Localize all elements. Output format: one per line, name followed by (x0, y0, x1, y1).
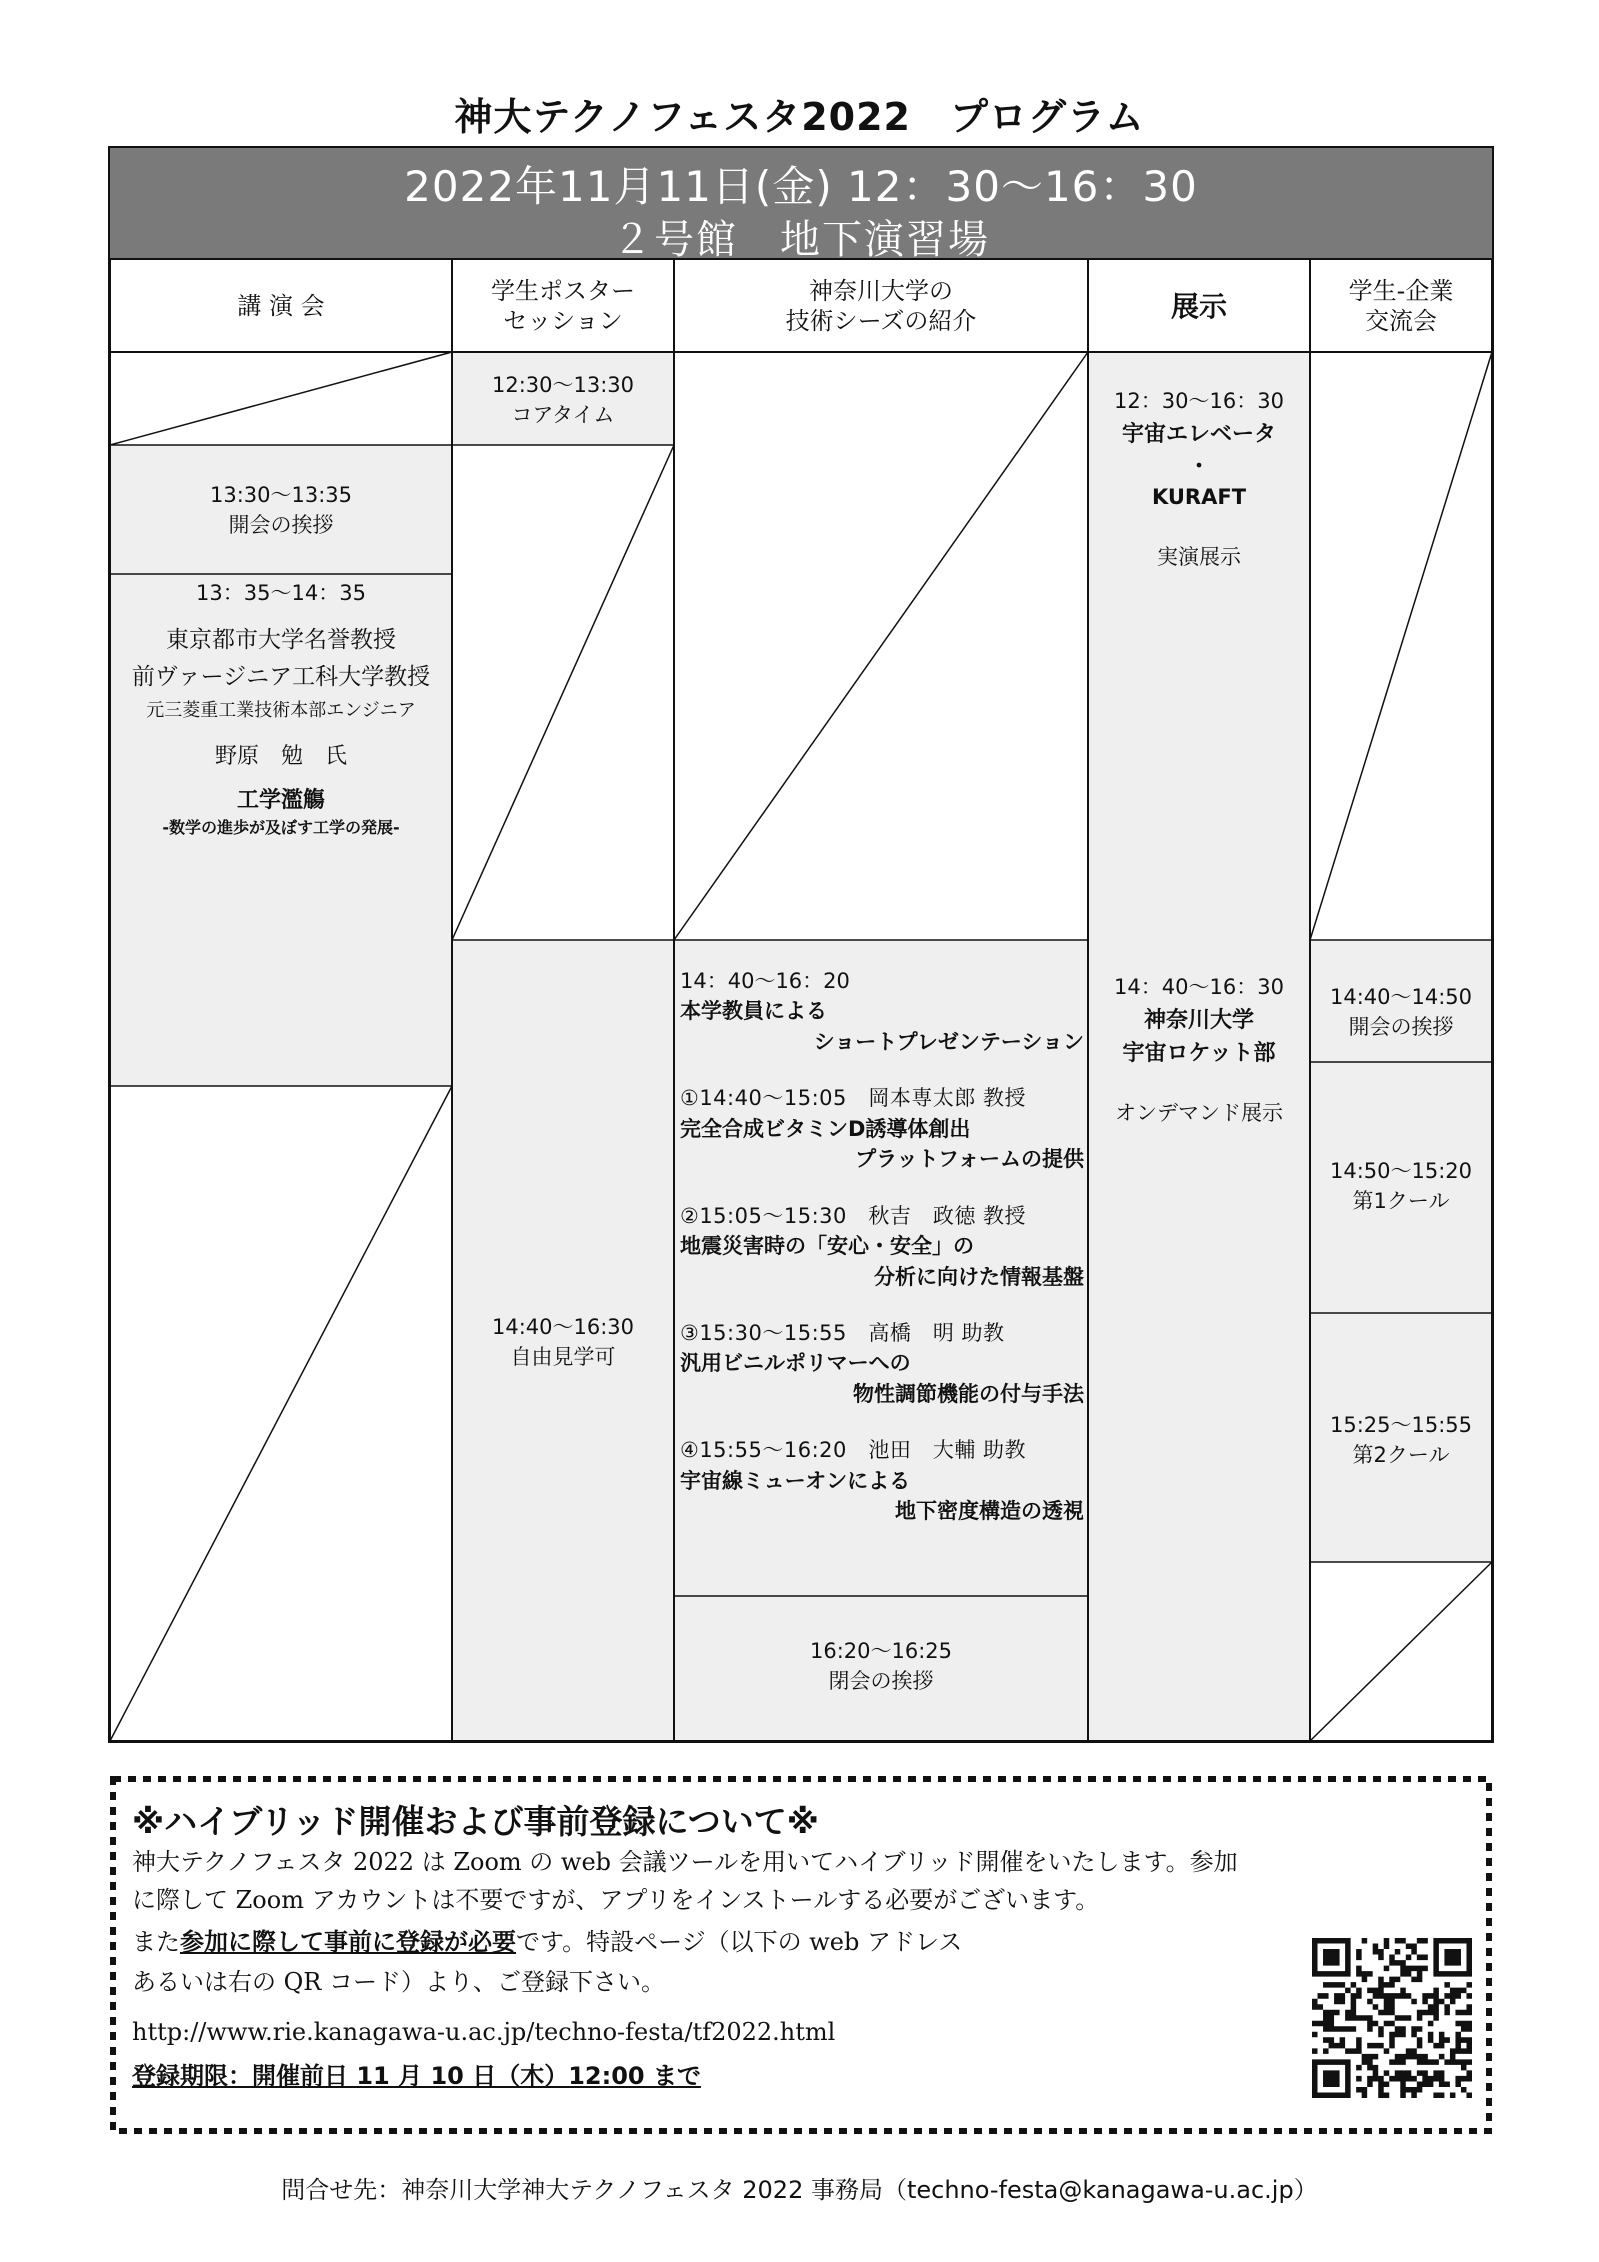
event-venue: ２号館 地下演習場 (612, 217, 990, 263)
notice-line-3-pre: また (132, 1928, 180, 1956)
notice-line-4: あるいは右の QR コード）より、ご登録下さい。 (132, 1968, 666, 1996)
seeds-closing (674, 1636, 1088, 1697)
notice-line-1: 神大テクノフェスタ 2022 は Zoom の web 会議ツールを用いてハイブリッド開催をいたします。参加 (132, 1848, 1238, 1876)
speaker-name: 野原 勉 氏 (214, 743, 347, 769)
header-poster-line1: 学生ポスター (491, 277, 635, 305)
registration-required: 参加に際して事前に登録が必要 (180, 1928, 516, 1956)
page-title: 神大テクノフェスタ2022 プログラム (454, 95, 1145, 139)
header-seeds-line2: 技術シーズの紹介 (785, 307, 977, 335)
header-seeds (674, 260, 1088, 352)
lecture-talk-time: 13：35〜14：35 (196, 581, 366, 605)
exhibit-rocket-club (1088, 972, 1310, 1129)
header-seeds-line1: 神奈川大学の (809, 277, 953, 305)
pres-item (680, 1318, 1084, 1409)
pres-item-title-1: 完全合成ビタミンD誘導体創出 (680, 1116, 971, 1141)
pres-item-head: ①14:40〜15:05 岡本専太郎 教授 (680, 1086, 1027, 1111)
poster-core-time (452, 370, 674, 431)
exhibit-b-name-2: 宇宙ロケット部 (1122, 1040, 1276, 1066)
exhibit-b-label: オンデマンド展示 (1115, 1100, 1283, 1125)
exchange-c2-time: 15:25〜15:55 (1329, 1413, 1473, 1437)
pres-time: 14：40〜16：20 (680, 969, 850, 993)
seeds-closing-label: 閉会の挨拶 (828, 1669, 934, 1694)
speaker-affiliation-3: 元三菱重工業技術本部エンジニア (146, 700, 416, 722)
pres-item-head: ④15:55〜16:20 池田 大輔 助教 (680, 1438, 1027, 1463)
exchange-opening (1310, 982, 1492, 1043)
exhibit-a-dot: ・ (1188, 453, 1210, 478)
pres-item-head: ③15:30〜15:55 高橋 明 助教 (680, 1320, 1005, 1345)
registration-url[interactable]: http://www.rie.kanagawa-u.ac.jp/techno-festa/tf2022.html (132, 2018, 836, 2046)
exchange-c1-time: 14:50〜15:20 (1329, 1159, 1473, 1183)
exchange-c1-label: 第1クール (1352, 1189, 1450, 1214)
exhibit-a-name-1: 宇宙エレベータ (1121, 421, 1276, 447)
talk-title: 工学濫觴 (236, 787, 325, 813)
notice-title: ※ハイブリッド開催および事前登録について※ (132, 1802, 819, 1841)
header-exchange (1310, 260, 1492, 352)
speaker-affiliation-2: 前ヴァージニア工科大学教授 (131, 664, 431, 691)
pres-title-2: ショートプレゼンテーション (813, 1029, 1084, 1054)
speaker-affiliation-1: 東京都市大学名誉教授 (166, 627, 396, 654)
header-lecture-label: 講 演 会 (237, 292, 325, 320)
exhibit-a-name-2: KURAFT (1151, 485, 1247, 509)
poster-free-time: 14:40〜16:30 (491, 1315, 635, 1339)
exhibit-a-time: 12：30〜16：30 (1114, 389, 1284, 413)
exhibit-b-time: 14：40〜16：30 (1114, 975, 1284, 999)
notice-line-2: に際して Zoom アカウントは不要ですが、アプリをインストールする必要がございます。 (132, 1886, 1100, 1914)
pres-item (680, 1435, 1084, 1526)
seeds-closing-time: 16:20〜16:25 (809, 1639, 953, 1663)
pres-title-1: 本学教員による (680, 999, 827, 1024)
header-poster (452, 260, 674, 352)
contact-info: 問合せ先：神奈川大学神大テクノフェスタ 2022 事務局（techno-festa@kanagawa-u.ac.jp） (281, 2176, 1318, 2204)
lecture-talk (110, 578, 452, 840)
pres-item (680, 1201, 1084, 1292)
lecture-opening (110, 480, 452, 541)
registration-deadline: 登録期限：開催前日 11 月 10 日（木）12:00 まで (132, 2062, 701, 2090)
header-lecture (110, 260, 452, 352)
exchange-round-2 (1310, 1410, 1492, 1471)
pres-item-title-2: プラットフォームの提供 (855, 1147, 1084, 1172)
poster-core-label: コアタイム (511, 403, 615, 428)
notice-line-3-post: です。特設ページ（以下の web アドレス (516, 1928, 963, 1956)
poster-core-time-value: 12:30〜13:30 (491, 373, 635, 397)
header-poster-line2: セッション (503, 307, 623, 335)
poster-free-visit (452, 1312, 674, 1373)
event-banner (110, 148, 1492, 263)
lecture-opening-label: 開会の挨拶 (228, 513, 334, 538)
pres-item-title-2: 分析に向けた情報基盤 (874, 1264, 1084, 1289)
pres-item-title-2: 物性調節機能の付与手法 (853, 1381, 1084, 1406)
qr-code-icon[interactable] (1312, 1938, 1472, 2098)
notice-line-3 (132, 1924, 1292, 1960)
talk-subtitle: -数学の進歩が及ぼす工学の発展- (162, 818, 400, 838)
header-exhibit-label: 展示 (1170, 289, 1227, 323)
exhibit-space-elevator (1088, 386, 1310, 573)
pres-item-title-1: 宇宙線ミューオンによる (680, 1468, 911, 1493)
pres-item-title-2: 地下密度構造の透視 (895, 1499, 1084, 1524)
header-exhibit (1088, 260, 1310, 352)
pres-item-title-1: 地震災害時の「安心・安全」の (680, 1234, 974, 1259)
pres-item (680, 1083, 1084, 1174)
lecture-opening-time: 13:30〜13:35 (209, 483, 353, 507)
poster-free-label: 自由見学可 (510, 1345, 616, 1370)
event-date-time: 2022年11月11日(金) 12：30〜16：30 (404, 162, 1198, 211)
exchange-opening-label: 開会の挨拶 (1348, 1015, 1454, 1040)
seeds-presentations (680, 966, 1084, 1527)
pres-item-title-1: 汎用ビニルポリマーへの (680, 1351, 911, 1376)
exhibit-b-name-1: 神奈川大学 (1143, 1007, 1254, 1033)
pres-item-head: ②15:05〜15:30 秋吉 政徳 教授 (680, 1203, 1027, 1228)
header-exchange-line1: 学生-企業 (1348, 277, 1454, 305)
exchange-opening-time: 14:40〜14:50 (1329, 985, 1473, 1009)
exchange-c2-label: 第2クール (1352, 1443, 1450, 1468)
exhibit-a-label: 実演展示 (1157, 544, 1241, 569)
header-exchange-line2: 交流会 (1365, 307, 1437, 335)
exchange-round-1 (1310, 1156, 1492, 1217)
